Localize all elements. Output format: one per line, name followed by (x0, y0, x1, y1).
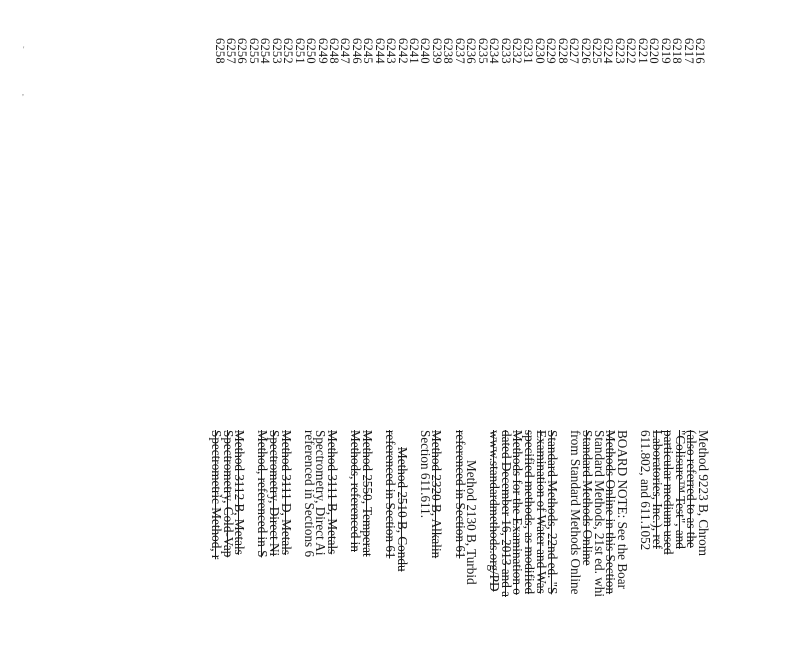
line-number: 6232 (510, 38, 524, 64)
text-line: Spectrometric Method, r (209, 430, 225, 560)
paragraph (382, 430, 410, 660)
line-number: 6217 (681, 38, 696, 64)
text-line: www.standardmethods.org/PD (487, 430, 503, 592)
line-number: 6220 (647, 38, 662, 64)
text-line: Method 2320 B, Alkalin (429, 430, 445, 559)
paragraph (570, 430, 628, 660)
text-line: Method 3111 D, Metals (278, 430, 294, 556)
paragraph (639, 430, 709, 660)
line-number: 6227 (567, 38, 582, 64)
text-line: Laboratories, Inc.), ref (649, 430, 665, 549)
line-number: 6255 (246, 38, 261, 64)
text-line: Methods, referenced in (348, 430, 364, 552)
line-number: 6216 (693, 38, 707, 64)
line-number: 6257 (224, 38, 239, 64)
text-line: 611.802, and 611.1052 (638, 430, 654, 551)
text-line: Method 3111 B, Metals (325, 430, 340, 555)
line-number: 6235 (475, 38, 490, 64)
line-number: 6231 (521, 38, 536, 64)
text-line: Standard Methods, 21st ed. whi (591, 430, 607, 598)
text-line: Method 3112 B, Metals (232, 430, 248, 555)
text-line: Method 2130 B, Turbid (464, 460, 480, 585)
line-number: 6219 (658, 38, 673, 64)
line-number: 6243 (384, 38, 399, 64)
text-line: referenced in Section 61 (452, 430, 468, 559)
line-number: 6258 (212, 38, 227, 64)
line-number-column (213, 38, 705, 78)
paragraph (489, 430, 559, 660)
line-number: 6241 (407, 38, 422, 64)
body-text (199, 430, 709, 660)
line-number: 6222 (624, 38, 639, 64)
line-number: 6244 (372, 38, 387, 64)
line-number: 6236 (464, 38, 479, 64)
text-line: Spectrometry, Direct Ai (313, 430, 329, 556)
text-line: referenced in Sections 6 (301, 430, 317, 558)
paragraph (417, 430, 445, 660)
line-number: 6225 (590, 38, 605, 64)
line-number: 6226 (578, 38, 593, 64)
line-number: 6229 (544, 38, 559, 64)
paragraph (452, 430, 480, 660)
line-number: 6221 (635, 38, 650, 64)
text-line: Standard Methods Online (580, 430, 596, 566)
scan-speck: ' (23, 45, 25, 54)
text-line: (also referred to as the (684, 430, 700, 548)
text-line: Methods Online in this Section (603, 430, 619, 595)
text-line: Method, referenced in S (255, 430, 271, 558)
line-number: 6239 (429, 38, 444, 64)
line-number: 6249 (315, 38, 330, 64)
text-line: Method 2510 B, Condu (394, 447, 410, 572)
line-number: 6252 (281, 38, 296, 64)
text-line: particular medium used (661, 430, 677, 555)
line-number: 6238 (441, 38, 456, 64)
paragraph (209, 430, 248, 660)
line-number: 6253 (269, 38, 284, 64)
line-number: 6230 (532, 38, 547, 64)
text-line: Method 2550, Temperat (359, 430, 375, 557)
line-number: 6240 (418, 38, 433, 64)
text-line: Spectrometry, Direct Ni (267, 430, 283, 557)
text-line: specified methods, as modified (522, 430, 538, 595)
line-number: 6246 (349, 38, 364, 64)
text-line: BOARD NOTE: See the Boar (614, 430, 630, 589)
text-line: Examination of Water and Was (533, 430, 549, 594)
text-line: Standard Methods, 22nd ed. "S (545, 430, 561, 595)
paragraph (257, 430, 292, 660)
text-line: Methods for the Examination o (510, 430, 526, 595)
text-line: Spectrometry, Cold-Vap (220, 430, 236, 558)
line-number: 6242 (395, 38, 410, 64)
text-line: "Colisure™ Test", and (672, 430, 688, 549)
text-line: dated December 16, 2013 and a (498, 430, 514, 597)
line-number: 6234 (487, 38, 502, 64)
line-number: 6250 (304, 38, 319, 64)
line-number: 6247 (338, 38, 353, 64)
line-number: 6256 (235, 38, 250, 64)
scan-speck: , (22, 88, 24, 97)
text-line: referenced in Section 61 (382, 430, 398, 559)
line-number: 6233 (498, 38, 513, 64)
line-number: 6237 (452, 38, 467, 64)
line-number: 6254 (258, 38, 273, 64)
text-line: Method 9223 B, Chrom (696, 430, 711, 557)
line-number: 6248 (327, 38, 341, 64)
line-number: 6224 (601, 38, 616, 64)
line-number: 6223 (612, 38, 627, 64)
text-line: Section 611.611. (417, 430, 433, 519)
paragraph (303, 430, 338, 660)
line-number: 6245 (361, 38, 376, 64)
line-number: 6251 (292, 38, 307, 64)
text-line: from Standard Methods Online (568, 430, 584, 595)
line-number: 6218 (670, 38, 685, 64)
paragraph (350, 430, 373, 660)
line-number: 6228 (555, 38, 570, 64)
